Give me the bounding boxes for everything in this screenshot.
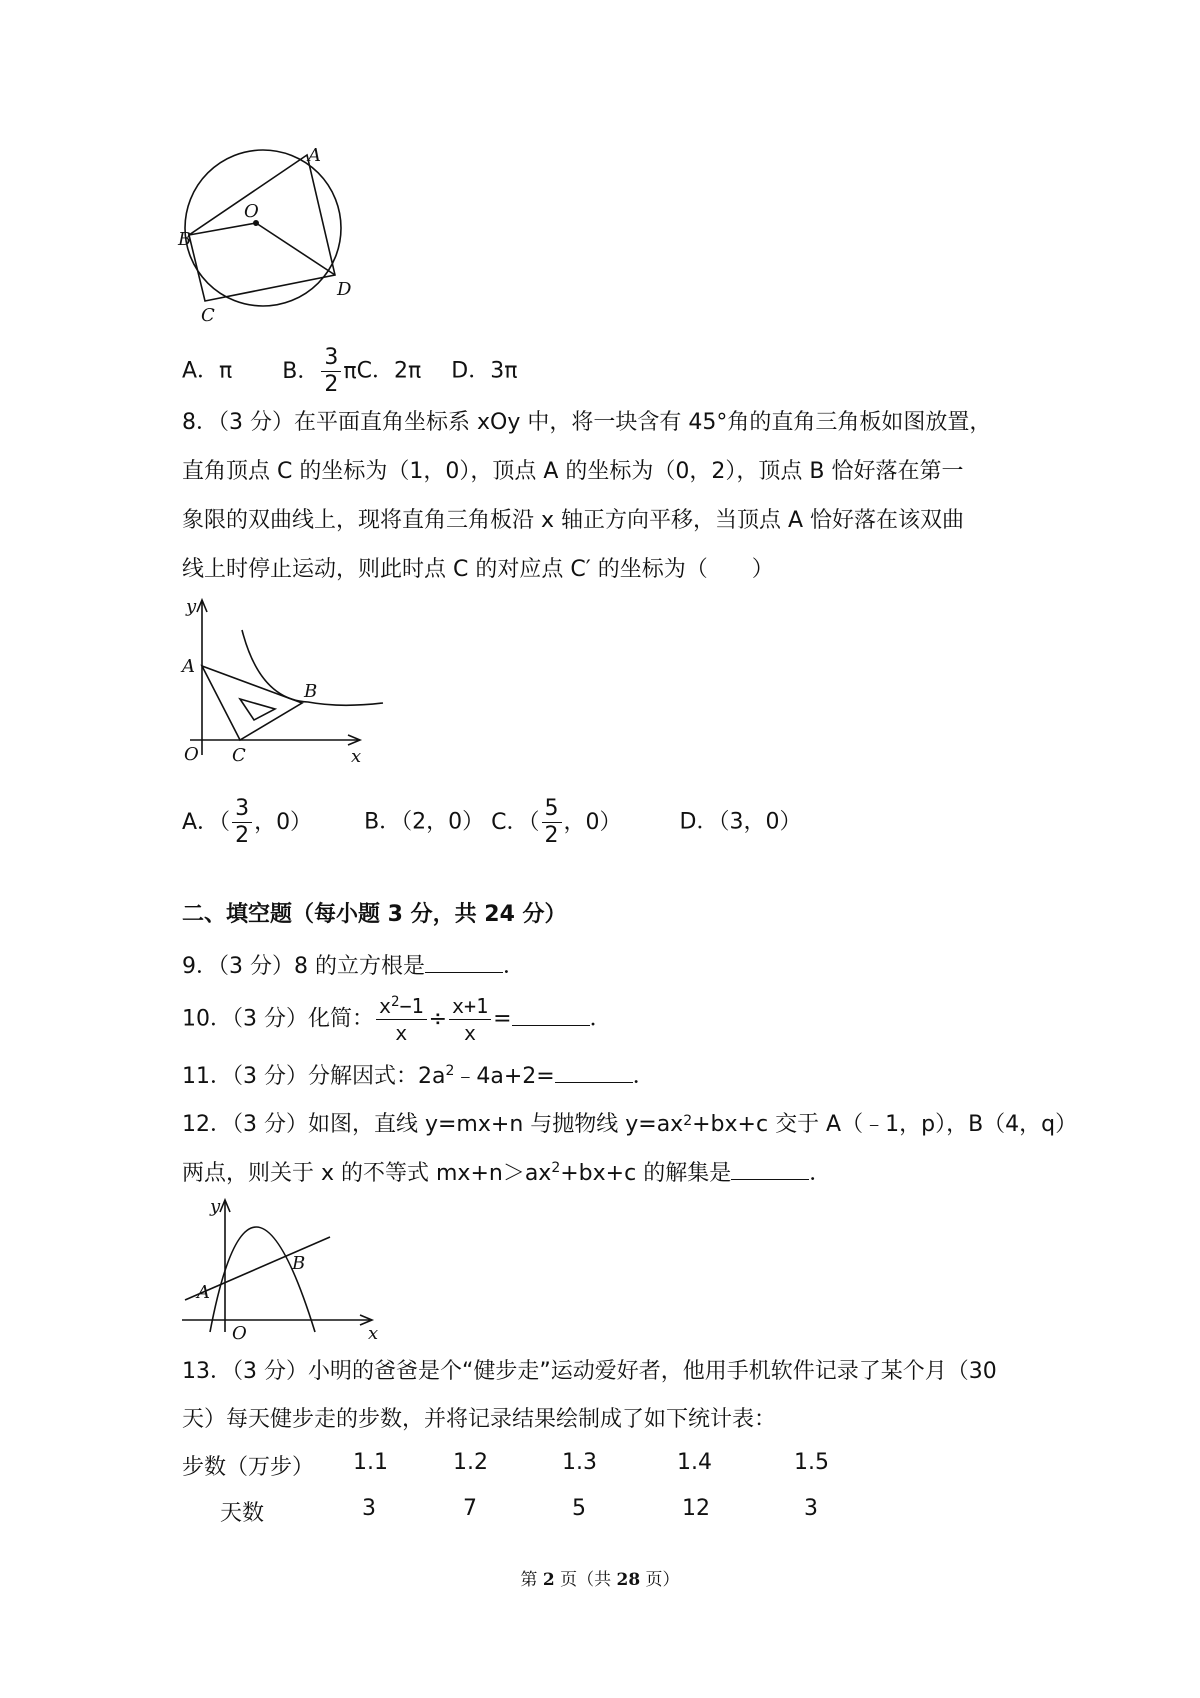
table-cell: 3	[362, 1496, 376, 1521]
q10-f1-den: x	[395, 1021, 408, 1045]
table-cell: 12	[682, 1496, 710, 1521]
q7-b-num: 3	[321, 345, 341, 372]
q12-parabola-figure	[180, 1192, 390, 1342]
q10	[182, 993, 612, 1046]
q12-l1-a: 12．（3 分）如图，直线 y=mx+n 与抛物线 y=ax	[182, 1112, 684, 1137]
label-o: O	[184, 744, 199, 765]
q11-sup: 2	[445, 1063, 455, 1079]
table-row-1-header: 步数（万步）	[182, 1455, 315, 1480]
q8-line-4: 线上时停止运动，则此时点 C 的对应点 C′ 的坐标为（ ）	[182, 557, 774, 582]
q10-answer-blank[interactable]	[512, 1003, 590, 1026]
label-a: A	[182, 656, 195, 677]
label-a: A	[308, 145, 321, 166]
q13-line-1: 13．（3 分）小明的爸爸是个“健步走”运动爱好者，他用手机软件记录了某个月（30	[182, 1359, 997, 1384]
q8-option-a	[182, 796, 313, 848]
q8-a-num: 3	[232, 796, 252, 823]
quadrilateral-abcd	[189, 155, 335, 301]
q7-option-d: D．3π	[451, 358, 518, 384]
q8-a-suffix: ，0）	[254, 809, 313, 835]
q10-fraction-1	[376, 993, 427, 1046]
q9	[182, 950, 525, 982]
label-b: B	[178, 229, 192, 250]
label-y: y	[186, 596, 197, 617]
label-d: D	[337, 279, 352, 300]
q10-end: ．	[589, 1006, 612, 1032]
q10-f1-num-x: x	[379, 994, 392, 1018]
q9-text: 9．（3 分）8 的立方根是	[182, 954, 425, 979]
footer-mid: 页（共	[554, 1570, 617, 1590]
q8-option-d: D．（3，0）	[679, 809, 802, 835]
q12-l2-a: 两点，则关于 x 的不等式 mx+n＞ax	[182, 1161, 552, 1186]
q13-line-2: 天）每天健步走的步数，并将记录结果绘制成了如下统计表：	[182, 1407, 777, 1432]
page-footer	[0, 1565, 1200, 1590]
q8-a-prefix: A．（	[182, 809, 231, 835]
table-cell: 1.3	[562, 1450, 597, 1475]
q8-c-den: 2	[544, 823, 559, 848]
q12-l2-b: +bx+c 的解集是	[560, 1161, 732, 1186]
label-o: O	[232, 1323, 247, 1344]
q12-line-1	[182, 1110, 1077, 1140]
q8-line-1: 8．（3 分）在平面直角坐标系 xOy 中，将一块含有 45°角的直角三角板如图放置，	[182, 410, 992, 435]
q7-option-c: C．2π	[356, 358, 422, 384]
q10-op: ÷	[428, 1006, 448, 1032]
q12-l1-sup: 2	[683, 1113, 693, 1129]
q12-l1-b: +bx+c 交于 A（﹣1，p），B（4，q）	[692, 1112, 1078, 1137]
q11-answer-blank[interactable]	[555, 1060, 633, 1083]
label-a: A	[197, 1282, 210, 1303]
label-y: y	[210, 1196, 221, 1217]
footer-total-pages: 28	[616, 1570, 641, 1590]
q10-prefix: 10．（3 分）化简：	[182, 1006, 374, 1032]
segment-od	[256, 223, 335, 275]
label-b: B	[304, 681, 318, 702]
q7-option-b-prefix: B．	[282, 358, 320, 384]
q8-option-b: B．（2，0）	[364, 809, 485, 835]
q7-circle-figure	[180, 145, 370, 325]
footer-page-number: 2	[542, 1570, 555, 1590]
table-cell: 7	[463, 1496, 477, 1521]
q8-c-suffix: ，0）	[563, 809, 622, 835]
q11-end: ．	[632, 1064, 655, 1089]
label-c: C	[201, 305, 215, 326]
q8-c-prefix: C．（	[491, 809, 540, 835]
table-cell: 3	[804, 1496, 818, 1521]
q7-option-a: A．π	[182, 358, 233, 384]
table-cell: 1.2	[453, 1450, 488, 1475]
q8-a-den: 2	[235, 823, 250, 848]
q10-f2-den: x	[464, 1021, 477, 1045]
q12-line-2	[182, 1157, 831, 1189]
q8-line-2: 直角顶点 C 的坐标为（1，0），顶点 A 的坐标为（0，2），顶点 B 恰好落在第一	[182, 459, 964, 484]
q8-a-fraction	[232, 796, 252, 849]
q7-option-b	[282, 345, 357, 397]
q7-b-den: 2	[324, 372, 339, 397]
q8-line-3: 象限的双曲线上，现将直角三角板沿 x 轴正方向平移，当顶点 A 恰好落在该双曲	[182, 508, 965, 533]
label-x: x	[368, 1323, 379, 1344]
q8-c-num: 5	[542, 796, 562, 823]
q10-f1-num-rest: −1	[399, 994, 424, 1018]
q10-f1-sup: 2	[391, 994, 400, 1010]
q8-option-c	[491, 796, 622, 848]
q12-end: ．	[809, 1161, 832, 1186]
table-cell: 1.5	[794, 1450, 829, 1475]
q8-triangle-figure	[180, 590, 390, 780]
q9-end: ．	[502, 954, 525, 979]
label-o: O	[244, 201, 259, 222]
q8-c-fraction	[542, 796, 562, 849]
label-b: B	[292, 1253, 306, 1274]
q12-l2-sup: 2	[551, 1160, 561, 1176]
section-title: 二、填空题（每小题 3 分，共 24 分）	[182, 902, 567, 927]
q8-options	[182, 796, 801, 849]
q7-option-b-suffix: π	[343, 358, 357, 384]
q7-option-b-fraction	[321, 345, 341, 398]
label-x: x	[351, 746, 362, 767]
q11-rest: ﹣4a+2=	[454, 1064, 555, 1089]
inner-triangle	[240, 699, 275, 720]
table-row-2-header: 天数	[220, 1501, 265, 1526]
q12-answer-blank[interactable]	[731, 1157, 809, 1180]
q7-options	[182, 345, 517, 398]
table-cell: 1.4	[677, 1450, 712, 1475]
q10-eq: =	[493, 1006, 512, 1032]
table-cell: 5	[572, 1496, 586, 1521]
q11	[182, 1060, 655, 1092]
q10-fraction-2	[449, 993, 491, 1046]
footer-post: 页）	[640, 1570, 680, 1590]
label-c: C	[232, 745, 246, 766]
footer-pre: 第	[520, 1570, 543, 1590]
table-cell: 1.1	[353, 1450, 388, 1475]
q10-f1-num	[376, 993, 427, 1020]
q11-prefix: 11．（3 分）分解因式：2a	[182, 1064, 446, 1089]
q9-answer-blank[interactable]	[425, 950, 503, 973]
q10-f2-num: x+1	[449, 993, 491, 1020]
